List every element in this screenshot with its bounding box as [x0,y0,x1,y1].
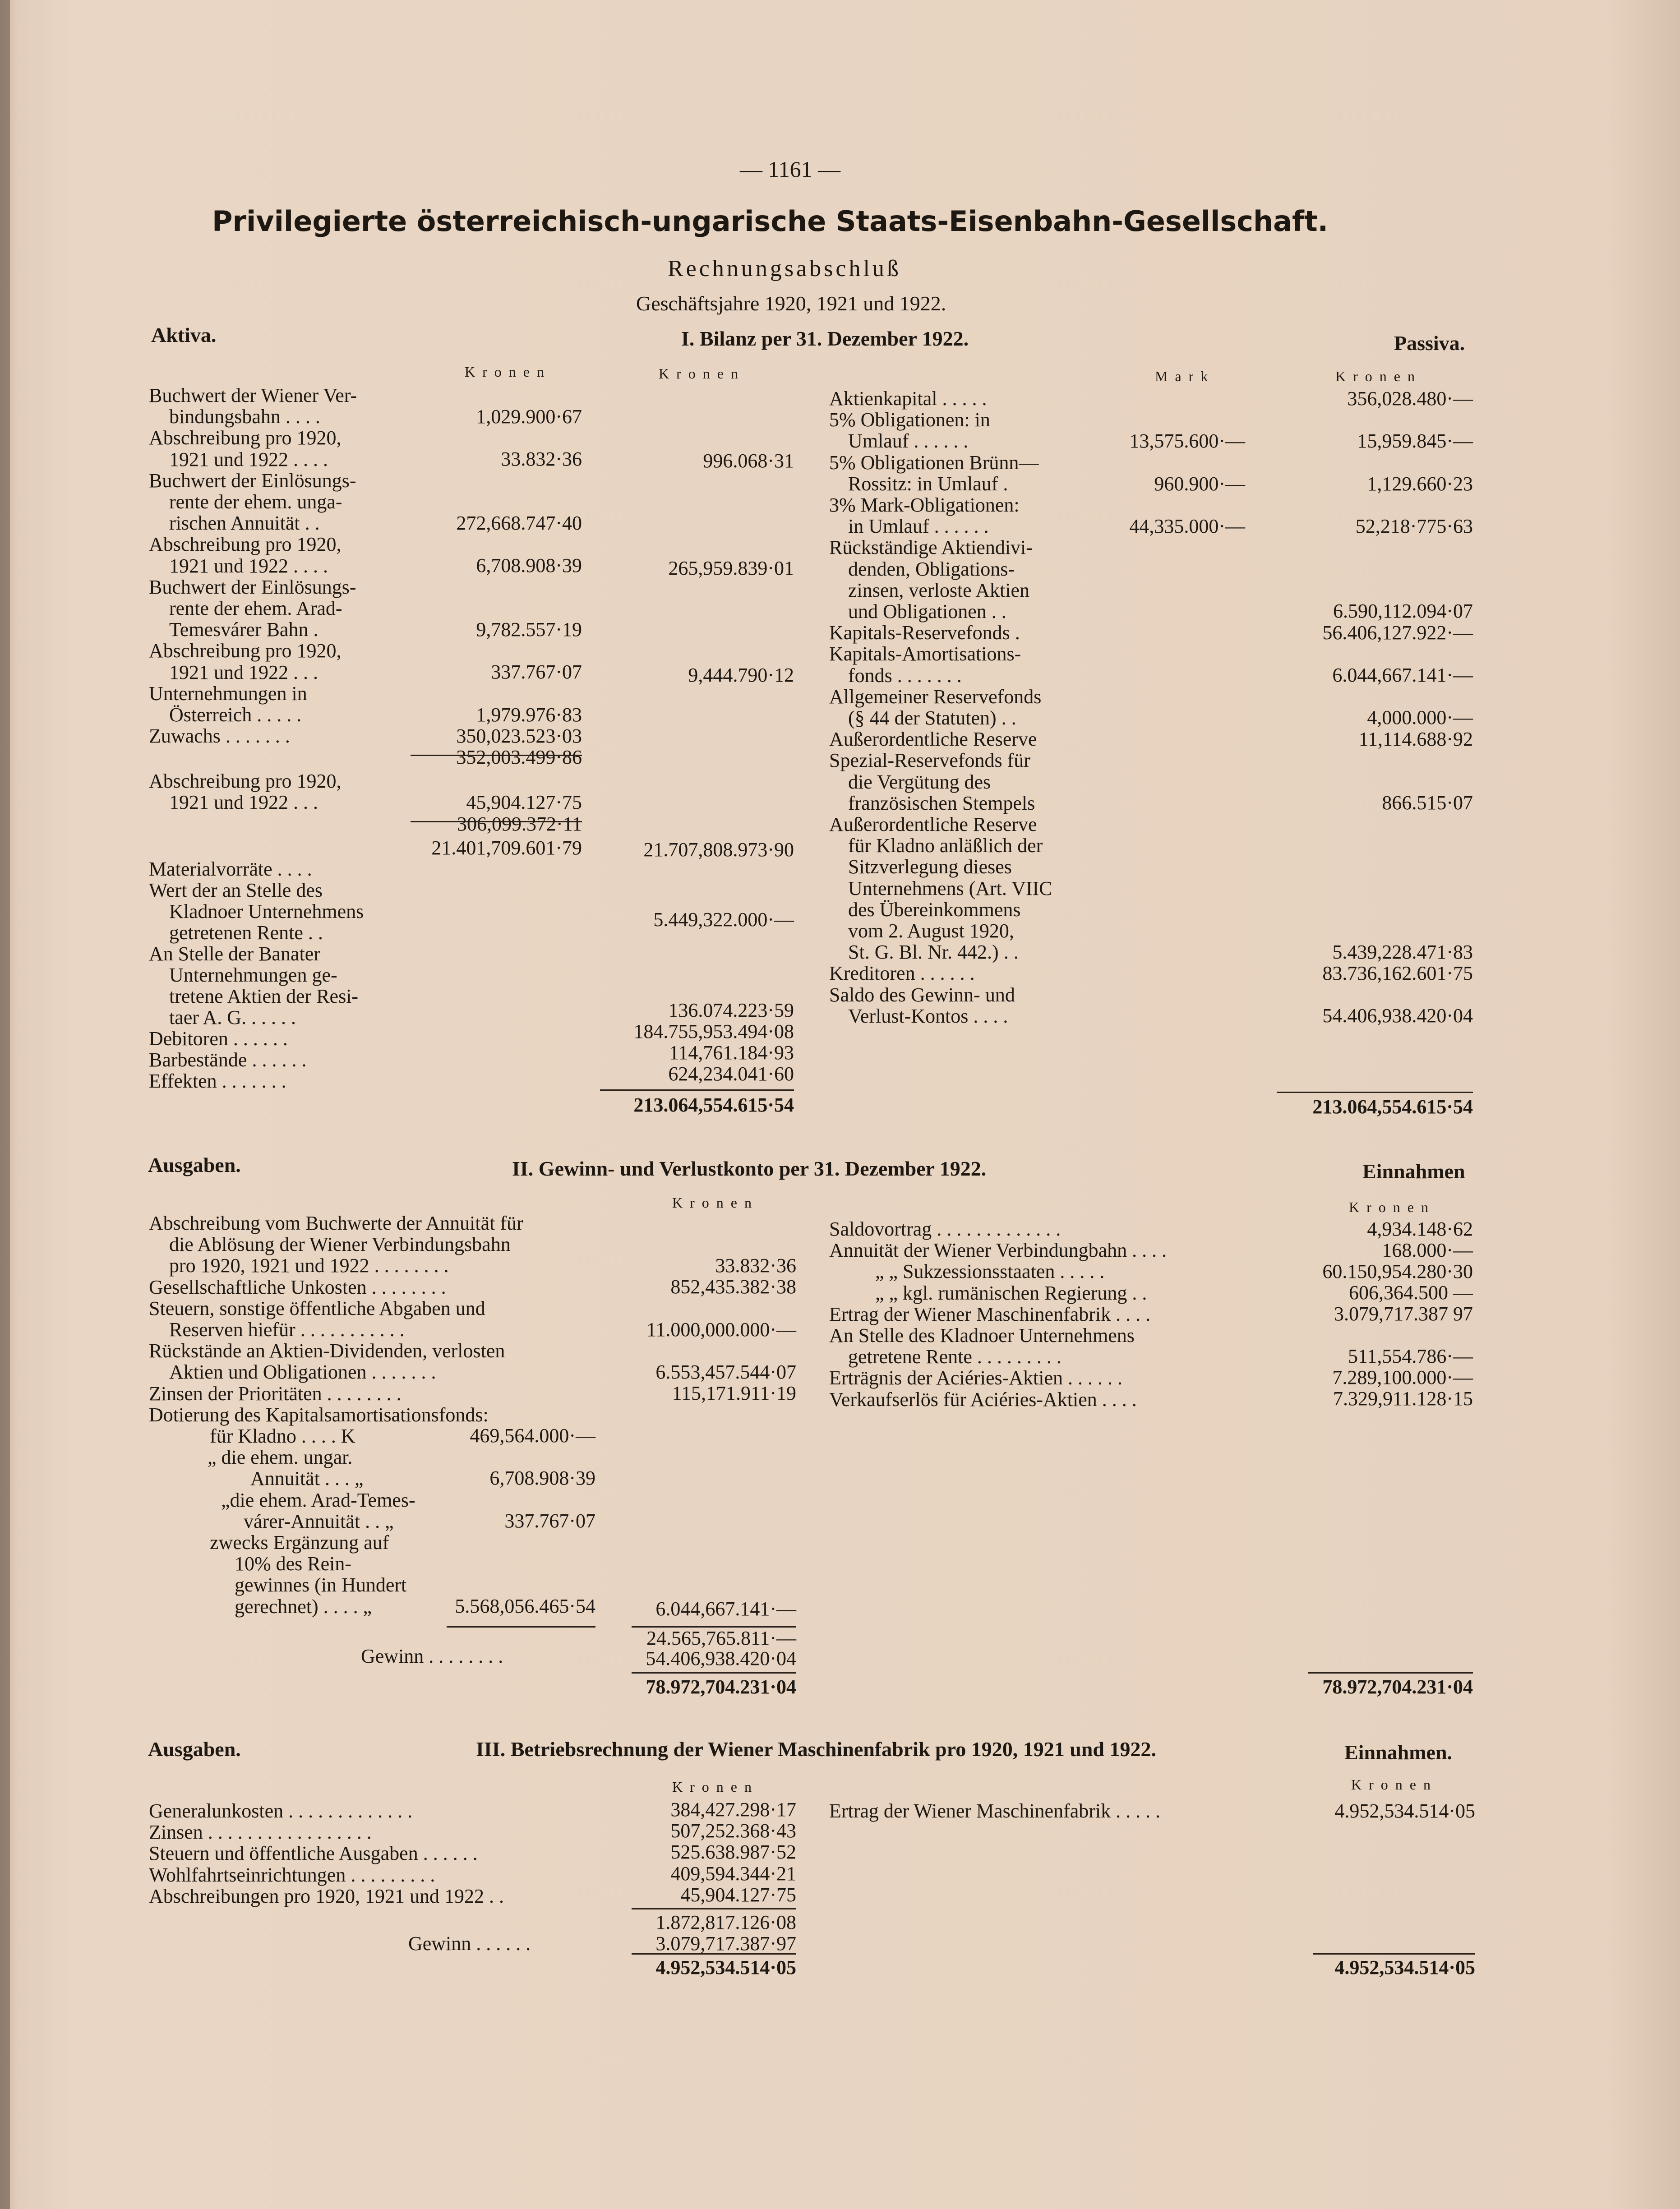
aktiva-amount: 33.832·36 [501,448,582,470]
column-header-kronen: Kronen [1335,368,1422,384]
aktiva-row-label: bindungsbahn . . . . [169,406,320,428]
aktiva-row-label: Abschreibung pro 1920, [149,640,342,662]
guv-ausgaben-row-label: Abschreibung vom Buchwerte der Annuität für [149,1212,523,1234]
guv-einnahmen-row-label: getretene Rente . . . . . . . . . [848,1346,1062,1368]
passiva-row-label: Saldo des Gewinn- und [829,984,1015,1006]
aktiva-row-label: Unternehmungen ge- [169,964,337,986]
column-header-kronen: Kronen [1349,1199,1435,1215]
aktiva-amount: 306,099.372·11 [457,813,582,835]
page-binding-edge [0,0,10,2209]
column-header-kronen: Kronen [672,1779,759,1795]
aktiva-amount: 352,003.499·86 [456,746,582,768]
passiva-row-label: in Umlauf . . . . . . [848,515,989,537]
column-header-kronen: Kronen [672,1194,759,1211]
guv-ausgaben-amount: 115,171.911·19 [672,1382,796,1404]
guv-ausgaben-heading: Ausgaben. [148,1153,241,1176]
passiva-row-label: Kapitals-Reservefonds . [829,622,1020,644]
passiva-mark-amount: 13,575.600·— [1129,430,1245,452]
betrieb-ausgaben-total: 4.952,534.514·05 [655,1956,796,1978]
passiva-row-label: Allgemeiner Reservefonds [829,686,1042,708]
aktiva-amount: 350,023.523·03 [456,725,582,747]
subtotal-rule [632,1908,796,1909]
aktiva-row-label: Buchwert der Einlösungs- [149,576,356,598]
company-title: Privilegierte österreichisch-ungarische Staats-Eisenbahn-Gesellschaft. [212,205,1329,238]
aktiva-row-label: 1921 und 1922 . . . [169,661,318,683]
aktiva-row-label: Buchwert der Einlösungs- [149,470,356,492]
guv-ausgaben-row-label: gerechnet) . . . . „ [235,1596,372,1618]
betrieb-ausgaben-amount: 409,594.344·21 [670,1863,796,1885]
aktiva-amount: 9,444.790·12 [688,664,794,686]
aktiva-row-label: Österreich . . . . . [169,704,302,726]
passiva-heading: Passiva. [1394,332,1465,355]
betrieb-ausgaben-amount: 507,252.368·43 [670,1820,796,1842]
passiva-amount: 52,218·775·63 [1355,515,1473,537]
passiva-row-label: Kreditoren . . . . . . [829,962,975,984]
guv-ausgaben-row-label: Zinsen der Prioritäten . . . . . . . . [149,1383,402,1405]
aktiva-row-label: rente der ehem. Arad- [169,597,342,619]
betrieb-einnahmen-heading: Einnahmen. [1344,1741,1453,1764]
doc-title: Rechnungsabschluß [668,256,901,281]
aktiva-row-label: Barbestände . . . . . . [149,1049,307,1071]
aktiva-amount: 136.074.223·59 [668,999,794,1021]
aktiva-heading: Aktiva. [151,323,217,346]
passiva-amount: 83.736,162.601·75 [1322,962,1473,984]
guv-ausgaben-row-label: gewinnes (in Hundert [235,1574,407,1596]
guv-einnahmen-amount: 606,364.500 — [1349,1282,1473,1304]
column-header-kronen: Kronen [465,364,551,380]
column-header-kronen: Kronen [659,365,745,382]
passiva-amount: 356,028.480·— [1347,387,1473,410]
passiva-row-label: des Übereinkommens [848,899,1021,921]
betrieb-ausgaben-row-label: Abschreibungen pro 1920, 1921 und 1922 . . [149,1885,504,1907]
aktiva-amount: 1,979.976·83 [476,704,582,726]
aktiva-total: 213.064,554.615·54 [633,1094,794,1116]
aktiva-row-label: Unternehmungen in [149,683,307,705]
column-header-mark: Mark [1155,368,1215,384]
passiva-row-label: St. G. Bl. Nr. 442.) . . [848,941,1019,963]
aktiva-row-label: 1921 und 1922 . . . . [169,448,328,470]
betrieb-ausgaben-row-label: Wohlfahrtseinrichtungen . . . . . . . . . [149,1864,435,1886]
aktiva-amount: 21.707,808.973·90 [643,839,794,861]
passiva-row-label: die Vergütung des [848,771,991,793]
guv-ausgaben-total: 78.972,704.231·04 [646,1676,796,1698]
aktiva-amount: 114,761.184·93 [669,1042,794,1064]
passiva-amount: 15,959.845·— [1357,430,1473,452]
guv-einnahmen-row-label: „ „ kgl. rumänischen Regierung . . [875,1282,1147,1304]
passiva-row-label: Rückständige Aktiendivi- [829,536,1033,558]
guv-ausgaben-subamount: 6,708.908·39 [489,1467,595,1489]
guv-einnahmen-amount: 60.150,954.280·30 [1322,1260,1473,1282]
guv-ausgaben-row-label: Aktien und Obligationen . . . . . . . [169,1361,436,1383]
passiva-amount: 54.406,938.420·04 [1322,1005,1473,1027]
guv-ausgaben-subamount: 5.568,056.465·54 [455,1595,595,1617]
passiva-mark-amount: 960.900·— [1154,473,1245,495]
guv-einnahmen-amount: 4,934.148·62 [1367,1218,1473,1240]
subtotal-rule [632,1626,796,1628]
aktiva-row-label: rente der ehem. unga- [169,491,342,513]
guv-ausgaben-amount: 11.000,000.000·— [646,1319,796,1341]
passiva-amount: 4,000.000·— [1367,706,1473,729]
subtotal-rule [411,755,582,756]
guv-ausgaben-row-label: Annuität . . . „ [250,1467,364,1490]
passiva-amount: 5.439,228.471·83 [1332,941,1473,963]
aktiva-amount: 1,029.900·67 [476,406,582,428]
passiva-row-label: Kapitals-Amortisations- [829,643,1021,665]
guv-einnahmen-amount: 7.289,100.000·— [1332,1366,1473,1388]
aktiva-row-label: Effekten . . . . . . . [149,1070,286,1092]
betrieb-gewinn-label: Gewinn . . . . . . [408,1932,531,1955]
total-rule [632,1672,796,1674]
guv-ausgaben-subamount: 469,564.000·— [470,1425,595,1447]
aktiva-row-label: Abschreibung pro 1920, [149,427,342,449]
guv-ausgaben-amount: 54.406,938.420·04 [646,1647,796,1669]
passiva-row-label: Aktienkapital . . . . . [829,387,987,410]
aktiva-amount: 45,904.127·75 [466,791,582,813]
guv-ausgaben-row-label: die Ablösung der Wiener Verbindungsbahn [169,1233,511,1255]
guv-ausgaben-row-label: Reserven hiefür . . . . . . . . . . . [169,1319,405,1341]
betrieb-ausgaben-amount: 525.638.987·52 [670,1841,796,1863]
passiva-row-label: Umlauf . . . . . . [848,430,969,452]
guv-einnahmen-amount: 511,554.786·— [1348,1345,1473,1367]
guv-einnahmen-row-label: Ertrag der Wiener Maschinenfabrik . . . . [829,1303,1151,1325]
column-header-kronen: Kronen [1351,1776,1438,1793]
passiva-row-label: 5% Obligationen Brünn— [829,452,1039,474]
passiva-row-label: (§ 44 der Statuten) . . [848,707,1016,729]
bilanz-title: I. Bilanz per 31. Dezember 1922. [681,327,969,350]
guv-ausgaben-row-label: „die ehem. Arad-Temes- [221,1489,415,1511]
aktiva-row-label: rischen Annuität . . [169,512,320,534]
aktiva-amount: 337.767·07 [491,661,582,683]
passiva-row-label: Rossitz: in Umlauf . [848,473,1008,495]
guv-ausgaben-row-label: zwecks Ergänzung auf [210,1531,389,1554]
passiva-row-label: für Kladno anläßlich der [848,835,1043,857]
betrieb-ausgaben-heading: Ausgaben. [148,1738,241,1761]
passiva-amount: 1,129.660·23 [1367,473,1473,495]
total-rule [600,1089,794,1091]
guv-ausgaben-row-label: Dotierung des Kapitalsamortisationsfonds: [149,1404,489,1426]
guv-einnahmen-row-label: Erträgnis der Aciéries-Aktien . . . . . . [829,1367,1123,1389]
guv-einnahmen-row-label: Verkaufserlös für Aciéries-Aktien . . . . [829,1388,1137,1411]
passiva-amount: 56.406,127.922·— [1322,622,1473,644]
aktiva-row-label: Abschreibung pro 1920, [149,533,342,555]
passiva-row-label: Unternehmens (Art. VIIC [848,877,1052,899]
guv-ausgaben-amount: 24.565,765.811·— [646,1627,796,1649]
guv-ausgaben-subamount: 337.767·07 [504,1510,595,1532]
guv-ausgaben-row-label: für Kladno . . . . K [210,1425,355,1447]
passiva-row-label: Spezial-Reservefonds für [829,749,1030,771]
passiva-row-label: denden, Obligations- [848,558,1015,580]
guv-einnahmen-row-label: Saldovortrag . . . . . . . . . . . . . [829,1218,1061,1240]
guv-ausgaben-amount: 6.044,667.141·— [655,1598,796,1620]
aktiva-row-label: tretene Aktien der Resi- [169,985,359,1007]
aktiva-amount: 624,234.041·60 [668,1063,794,1085]
betrieb-einnahmen-value: 4.952,534.514·05 [1334,1800,1475,1822]
guv-ausgaben-row-label: pro 1920, 1921 und 1922 . . . . . . . . [169,1254,449,1277]
guv-ausgaben-row-label: 10% des Rein- [235,1553,352,1575]
guv-ausgaben-row-label: Steuern, sonstige öffentliche Abgaben und [149,1297,485,1319]
betrieb-ausgaben-amount: 45,904.127·75 [680,1884,796,1906]
passiva-row-label: zinsen, verloste Aktien [848,579,1030,601]
guv-einnahmen-amount: 3.079,717.387 97 [1334,1303,1473,1325]
subtotal-rule [447,1626,595,1628]
guv-einnahmen-row-label: Annuität der Wiener Verbindungbahn . . . . [829,1239,1167,1261]
page-number: — 1161 — [740,157,841,182]
passiva-amount: 6.044,667.141·— [1332,664,1473,686]
aktiva-amount: 6,708.908·39 [476,554,582,576]
aktiva-amount: 21.401,709.601·79 [431,837,582,859]
passiva-amount: 6.590,112.094·07 [1333,600,1473,622]
guv-einnahmen-row-label: „ „ Sukzessionsstaaten . . . . . [875,1260,1105,1282]
betrieb-ausgaben-row-label: Zinsen . . . . . . . . . . . . . . . . . [149,1821,372,1843]
passiva-row-label: Außerordentliche Reserve [829,728,1037,750]
guv-einnahmen-amount: 168.000·— [1382,1239,1473,1261]
guv-ausgaben-row-label: Rückstände an Aktien-Dividenden, verlosten [149,1340,505,1362]
aktiva-amount: 996.068·31 [703,450,794,472]
aktiva-row-label: Wert der an Stelle des [149,879,323,901]
passiva-row-label: französischen Stempels [848,792,1035,814]
guv-einnahmen-row-label: An Stelle des Kladnoer Unternehmens [829,1324,1135,1347]
betrieb-einnahmen-total: 4.952,534.514·05 [1334,1956,1475,1978]
passiva-row-label: vom 2. August 1920, [848,920,1014,942]
guv-ausgaben-row-label: várer-Annuität . . „ [244,1510,394,1532]
aktiva-amount: 265,959.839·01 [668,557,794,579]
betrieb-einnahmen-label: Ertrag der Wiener Maschinenfabrik . . . . . [829,1800,1161,1822]
passiva-row-label: 5% Obligationen: in [829,409,990,431]
aktiva-row-label: taer A. G. . . . . . [169,1006,296,1028]
passiva-row-label: Außerordentliche Reserve [829,813,1037,835]
aktiva-amount: 9,782.557·19 [476,618,582,641]
guv-title: II. Gewinn- und Verlustkonto per 31. Dezember 1922. [512,1157,987,1180]
total-rule [1313,1953,1475,1955]
guv-ausgaben-row-label: Gesellschaftliche Unkosten . . . . . . . . [149,1276,446,1298]
aktiva-row-label: Kladnoer Unternehmens [169,900,364,922]
aktiva-amount: 5.449,322.000·— [653,909,794,931]
total-rule [1308,1672,1473,1674]
betrieb-ausgaben-row-label: Generalunkosten . . . . . . . . . . . . . [149,1800,413,1822]
passiva-row-label: fonds . . . . . . . [848,664,962,687]
guv-einnahmen-total: 78.972,704.231·04 [1322,1676,1473,1698]
subtotal-rule [411,821,582,822]
betrieb-subtotal: 1.872,817.126·08 [655,1911,796,1933]
aktiva-row-label: Abschreibung pro 1920, [149,770,342,792]
guv-ausgaben-row-label: „ die ehem. ungar. [208,1446,353,1468]
passiva-mark-amount: 44,335.000·— [1129,515,1245,537]
aktiva-row-label: Zuwachs . . . . . . . [149,725,290,747]
guv-ausgaben-row-label: Gewinn . . . . . . . . [361,1645,503,1667]
guv-ausgaben-amount: 852,435.382·38 [670,1276,796,1298]
passiva-amount: 866.515·07 [1382,792,1473,814]
fiscal-years: Geschäftsjahre 1920, 1921 und 1922. [636,292,946,315]
betrieb-ausgaben-amount: 384,427.298·17 [670,1799,796,1821]
passiva-row-label: Sitzverlegung dieses [848,856,1012,878]
aktiva-row-label: 1921 und 1922 . . . [169,791,318,813]
guv-ausgaben-amount: 33.832·36 [715,1254,796,1277]
aktiva-row-label: Materialvorräte . . . . [149,858,312,880]
aktiva-row-label: An Stelle der Banater [149,943,320,965]
aktiva-row-label: getretenen Rente . . [169,922,323,944]
total-rule [632,1953,796,1955]
aktiva-amount: 184.755,953.494·08 [633,1020,794,1042]
aktiva-amount: 272,668.747·40 [456,512,582,534]
betrieb-ausgaben-row-label: Steuern und öffentliche Ausgaben . . . . . . [149,1842,478,1864]
passiva-row-label: 3% Mark-Obligationen: [829,494,1020,516]
guv-ausgaben-amount: 6.553,457.544·07 [655,1361,796,1383]
passiva-row-label: Verlust-Kontos . . . . [848,1005,1008,1027]
aktiva-row-label: Buchwert der Wiener Ver- [149,384,357,406]
passiva-amount: 11,114.688·92 [1358,728,1473,750]
betrieb-title: III. Betriebsrechnung der Wiener Maschinenfabrik pro 1920, 1921 und 1922. [476,1738,1156,1761]
passiva-total: 213.064,554.615·54 [1312,1096,1473,1118]
guv-einnahmen-amount: 7.329,911.128·15 [1333,1388,1473,1410]
aktiva-row-label: Temesvárer Bahn . [169,618,318,641]
guv-einnahmen-heading: Einnahmen [1362,1160,1465,1183]
aktiva-row-label: Debitoren . . . . . . [149,1028,288,1050]
passiva-row-label: und Obligationen . . [848,600,1006,623]
total-rule [1277,1092,1473,1093]
aktiva-row-label: 1921 und 1922 . . . . [169,555,328,577]
betrieb-gewinn-value: 3.079,717.387·97 [655,1932,796,1955]
